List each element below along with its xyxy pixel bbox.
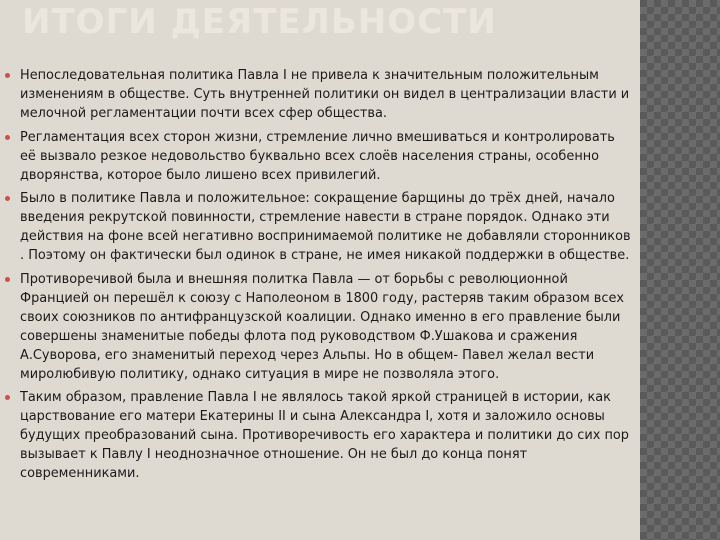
bullet-dot-icon [5,135,10,140]
bullet-list [0,66,632,488]
bullet-item [0,66,632,123]
bullet-text: Противоречивой была и внешняя политка Павла — от борьбы с революционной Францией он перешёл к союзу с Наполеоном в 1800 году, растеряв таким образом всех своих союзников по антифранцузской коалиции. Однако именно в его правление были совершены знаменитые победы флота под руководством Ф.Ушакова и сражения А.Суворова, его знаменитый переход через Альпы. Но в общем- Павел желал вести миролюбивую политику, однако ситуация в мире не позволяла этого. [20,271,625,382]
bullet-dot-icon [5,196,10,201]
slide-title: ИТОГИ ДЕЯТЕЛЬНОСТИ [22,2,497,42]
bullet-item [0,128,632,185]
decorative-pattern-panel [640,0,720,540]
bullet-dot-icon [5,395,10,400]
bullet-text: Таким образом, правление Павла I не являлось такой яркой страницей в истории, как царствование его матери Екатерины II и сына Александра I, хотя и заложило основы будущих преобразований сына. Противоречивость его характера и политики до сих пор вызывает к Павлу I неоднозначное отношение. Он не был до конца понят современниками. [20,390,629,481]
bullet-item [0,388,632,483]
bullet-item [0,189,632,265]
bullet-text: Было в политике Павла и положительное: сокращение барщины до трёх дней, начало введения рекрутской повинности, стремление навести в стране порядок. Однако эти действия на фоне всей негативно воспринимаемой политике не добавляли сторонников . Поэтому он фактически был одинок в стране, не имея никакой поддержки в обществе. [20,191,631,263]
bullet-text: Регламентация всех сторон жизни, стремление лично вмешиваться и контролировать её вызвало резкое недовольство буквально всех слоёв населения страны, особенно дворянства, которое было лишено всех привилегий. [20,129,615,183]
bullet-text: Непоследовательная политика Павла I не привела к значительным положительным изменениям в обществе. Суть внутренней политики он видел в централизации власти и мелочной регламентации почти всех сфер общества. [20,68,630,121]
bullet-dot-icon [5,277,10,282]
bullet-item [0,270,632,384]
bullet-dot-icon [5,73,10,78]
pattern-overlay [640,0,720,540]
